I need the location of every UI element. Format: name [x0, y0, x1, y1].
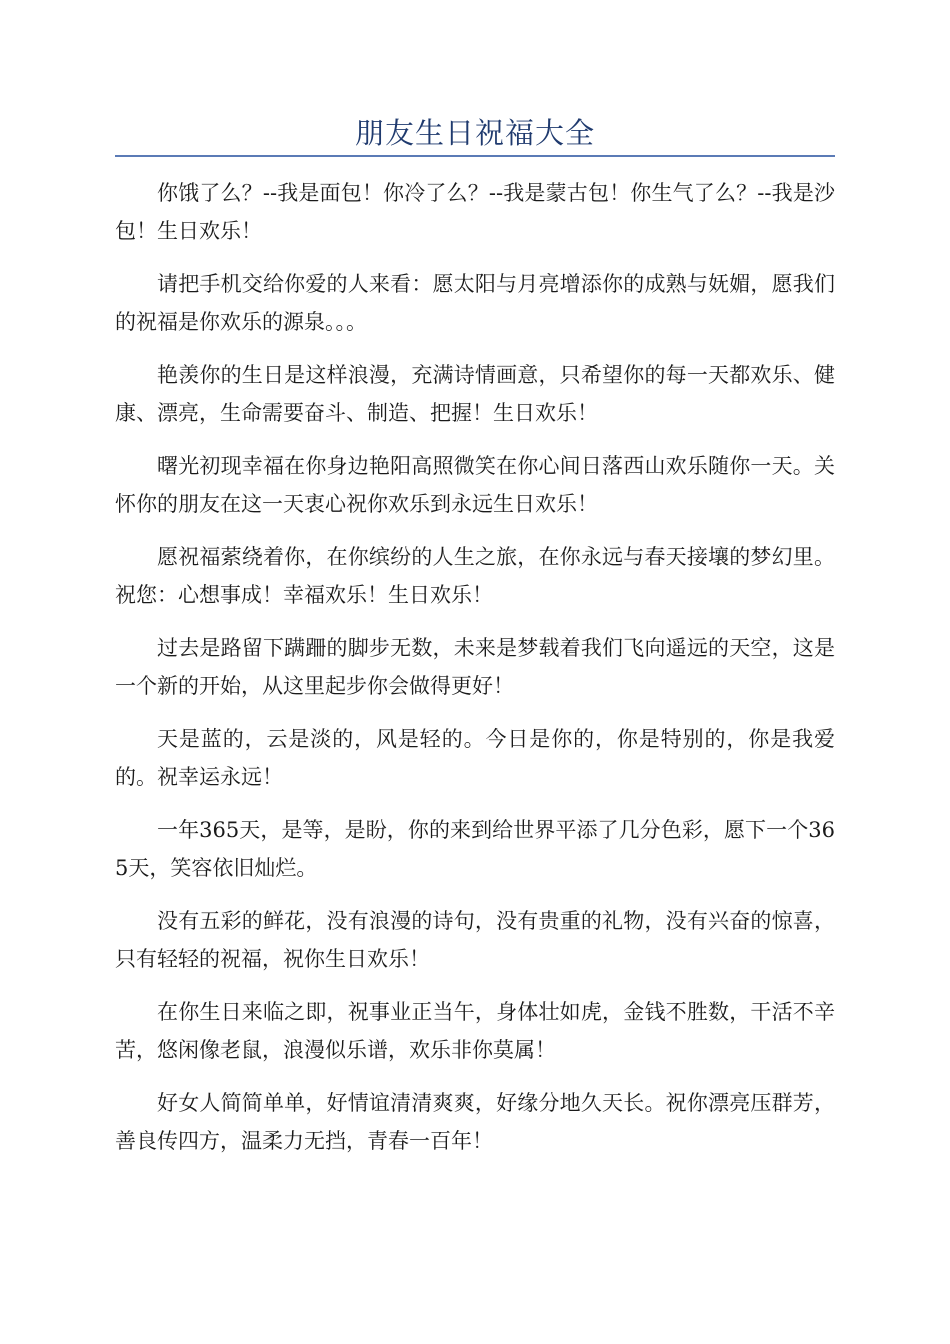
document-body	[115, 174, 835, 1175]
paragraph: 请把手机交给你爱的人来看：愿太阳与月亮增添你的成熟与妩媚，愿我们的祝福是你欢乐的源泉。。。	[115, 272, 835, 334]
paragraph: 愿祝福萦绕着你，在你缤纷的人生之旅，在你永远与春天接壤的梦幻里。祝您：心想事成！幸福欢乐！生日欢乐！	[115, 545, 835, 607]
paragraph: 过去是路留下蹒跚的脚步无数，未来是梦载着我们飞向遥远的天空，这是一个新的开始，从这里起步你会做得更好！	[115, 636, 835, 698]
document-title: 朋友生日祝福大全	[354, 116, 595, 150]
paragraph: 在你生日来临之即，祝事业正当午，身体壮如虎，金钱不胜数，干活不辛苦，悠闲像老鼠，浪漫似乐谱，欢乐非你莫属！	[115, 1000, 835, 1062]
title-underline	[115, 155, 835, 157]
paragraph: 没有五彩的鲜花，没有浪漫的诗句，没有贵重的礼物，没有兴奋的惊喜，只有轻轻的祝福，祝你生日欢乐！	[115, 909, 835, 971]
paragraph: 好女人简简单单，好情谊清清爽爽，好缘分地久天长。祝你漂亮压群芳，善良传四方，温柔力无挡，青春一百年！	[115, 1091, 835, 1153]
paragraph: 一年365天，是等，是盼，你的来到给世界平添了几分色彩，愿下一个365天，笑容依旧灿烂。	[115, 818, 835, 880]
paragraph: 天是蓝的，云是淡的，风是轻的。今日是你的，你是特别的，你是我爱的。祝幸运永远！	[115, 727, 835, 789]
paragraph: 艳羡你的生日是这样浪漫，充满诗情画意，只希望你的每一天都欢乐、健康、漂亮，生命需要奋斗、制造、把握！生日欢乐！	[115, 363, 835, 425]
paragraph: 你饿了么？--我是面包！你冷了么？--我是蒙古包！你生气了么？--我是沙包！生日欢乐！	[115, 181, 835, 243]
paragraph: 曙光初现幸福在你身边艳阳高照微笑在你心间日落西山欢乐随你一天。关怀你的朋友在这一天衷心祝你欢乐到永远生日欢乐！	[115, 454, 835, 516]
